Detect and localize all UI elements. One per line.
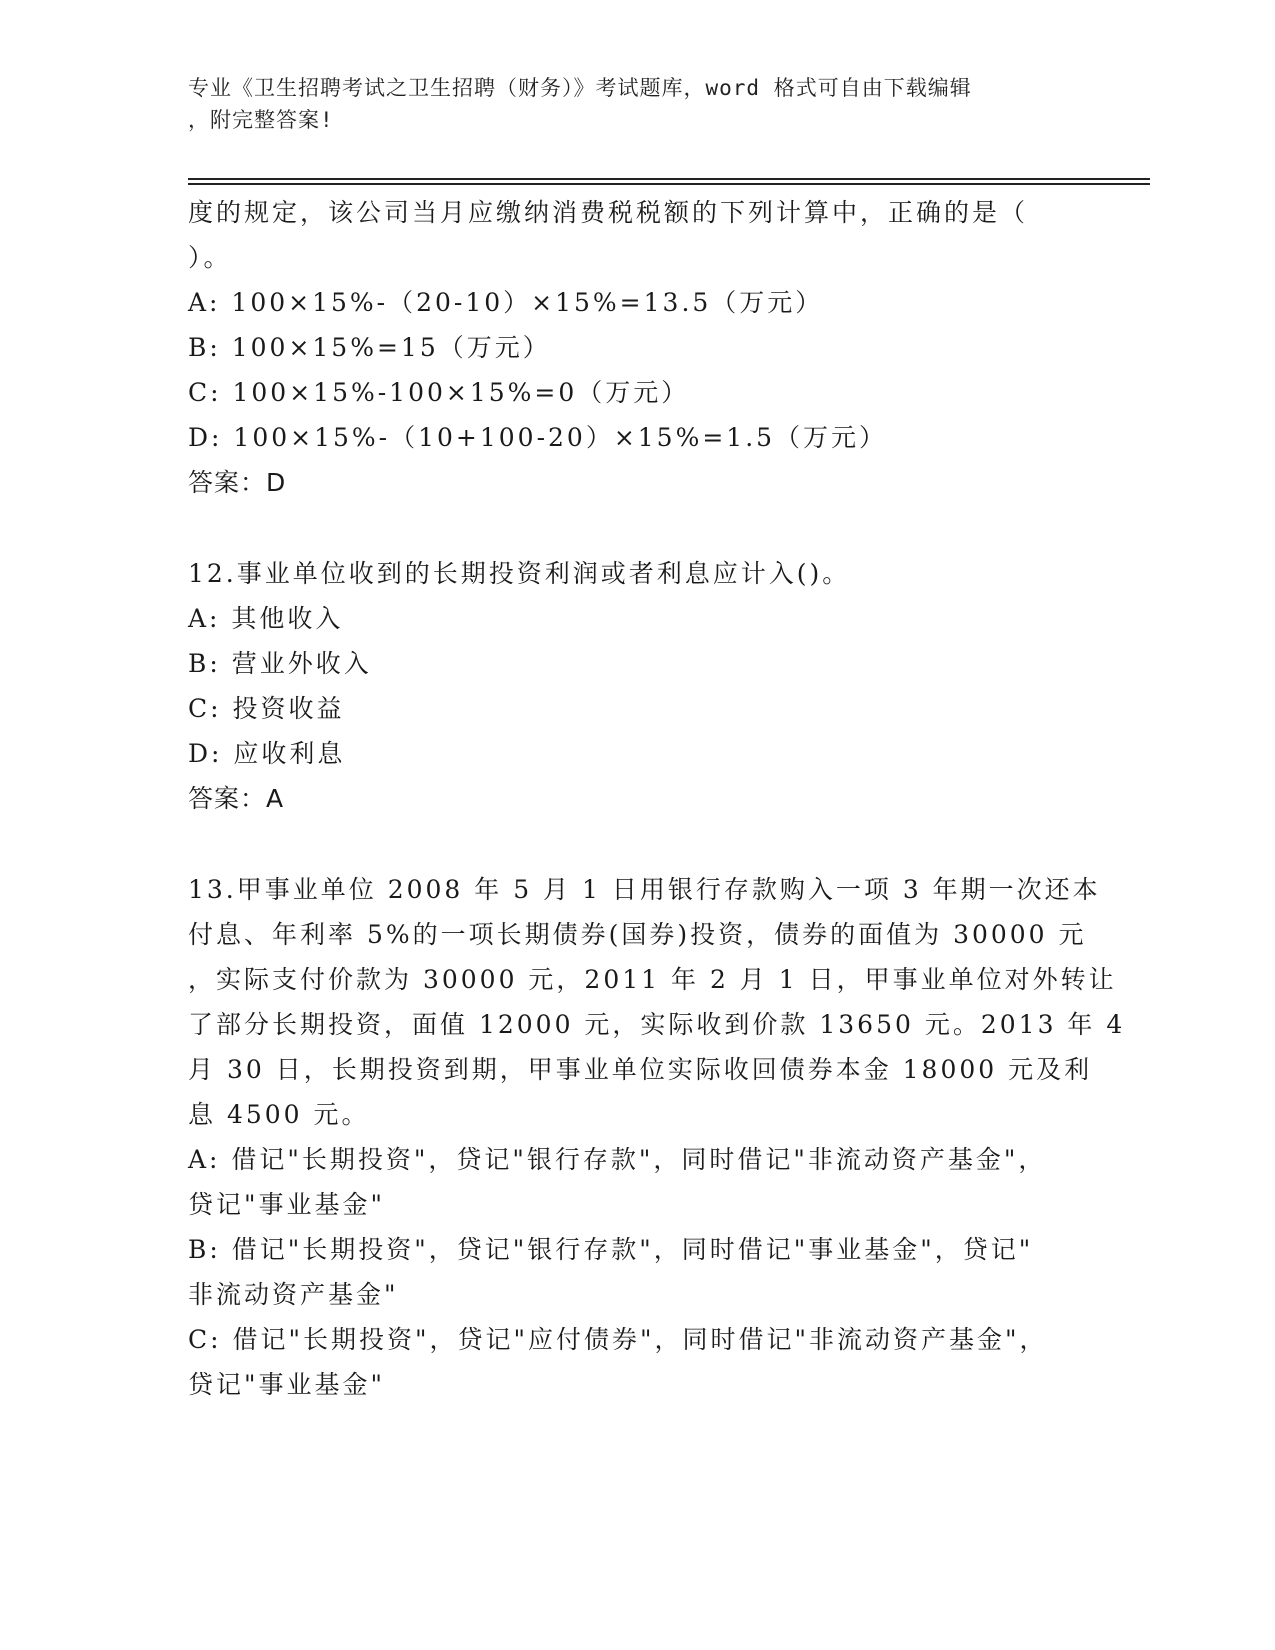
question-stem-line: 了部分长期投资，面值 12000 元，实际收到价款 13650 元。2013 年 4 [188,1010,1126,1039]
question-stem-line: 付息、年利率 5%的一项长期债券(国券)投资，债券的面值为 30000 元 [188,920,1087,949]
header-line-2: ，附完整答案! [188,108,334,132]
option-c-continued: 贷记"事业基金" [188,1370,385,1399]
page-header [188,72,1068,136]
option-c: C: 投资收益 [188,694,345,723]
option-c: C: 借记"长期投资"，贷记"应付债券"，同时借记"非流动资产基金"， [188,1325,1048,1354]
spacer [188,821,1088,867]
option-a-continued: 贷记"事业基金" [188,1190,385,1219]
document-body [188,190,1126,1407]
question-stem-line: 13.甲事业单位 2008 年 5 月 1 日用银行存款购入一项 3 年期一次还本 [188,875,1101,904]
option-b: B: 营业外收入 [188,649,372,678]
question-stem-line: 12.事业单位收到的长期投资利润或者利息应计入()。 [188,559,851,588]
option-a: A: 借记"长期投资"，贷记"银行存款"，同时借记"非流动资产基金"， [188,1145,1047,1174]
question-stem-line: 月 30 日，长期投资到期，甲事业单位实际收回债券本金 18000 元及利 [188,1055,1093,1084]
option-b-continued: 非流动资产基金" [188,1280,399,1309]
answer-line: 答案：A [188,784,285,813]
option-b: B: 100×15%=15（万元） [188,333,551,362]
question-stem-line: 度的规定，该公司当月应缴纳消费税税额的下列计算中，正确的是（ [188,198,1029,227]
answer-line: 答案：D [188,468,287,497]
question-11 [188,190,1088,505]
question-stem-line: ，实际支付价款为 30000 元，2011 年 2 月 1 日，甲事业单位对外转让 [188,965,1117,994]
option-d: D: 100×15%-（10+100-20）×15%=1.5（万元） [188,423,888,452]
spacer [188,505,1088,551]
header-rule-top [188,178,1150,180]
option-a: A: 100×15%-（20-10）×15%=13.5（万元） [188,288,824,317]
question-stem-line: 息 4500 元。 [188,1100,370,1129]
header-line-1: 专业《卫生招聘考试之卫生招聘（财务）》考试题库，word 格式可自由下载编辑 [188,76,972,100]
option-d: D: 应收利息 [188,739,346,768]
question-stem-line: ）。 [188,243,232,272]
option-a: A: 其他收入 [188,604,344,633]
question-13 [188,867,1126,1407]
header-rule-bottom [188,183,1150,185]
option-b: B: 借记"长期投资"，贷记"银行存款"，同时借记"事业基金"，贷记" [188,1235,1034,1264]
option-c: C: 100×15%-100×15%=0（万元） [188,378,690,407]
question-12 [188,551,1088,821]
